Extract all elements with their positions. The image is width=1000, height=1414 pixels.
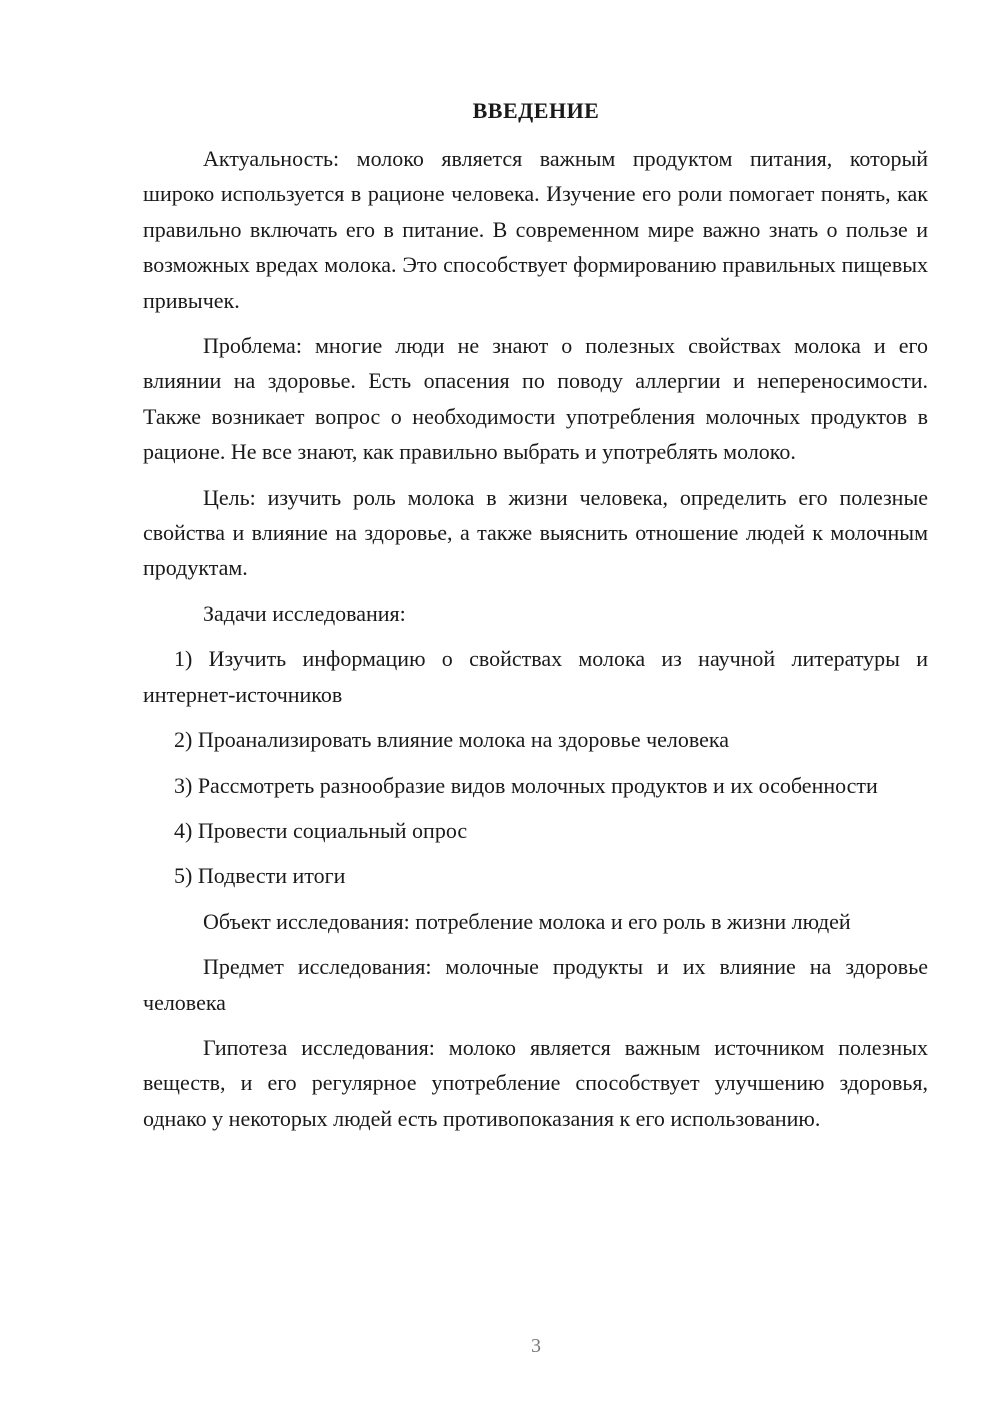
task-item: 2) Проанализировать влияние молока на здоровье человека [174,727,730,753]
page-title: ВВЕДЕНИЕ [472,98,600,123]
page-number: 3 [531,1335,541,1357]
task-item: 4) Провести социальный опрос [174,817,468,843]
task-item: 3) Рассмотреть разнообразие видов молочных продуктов и их особенности [174,772,878,798]
problem-paragraph: Проблема: многие люди не знают о полезных свойствах молока и его влиянии на здоровье. Есть опасения по поводу аллергии и непереносимости. Также возникает вопрос о необходимости употребления молочных продуктов в рационе. Не все знают, как правильно выбрать и употреблять молоко. [143,333,928,465]
document-body [143,141,928,1146]
object-paragraph: Объект исследования: потребление молока и его роль в жизни людей [203,908,851,934]
tasks-heading: Задачи исследования: [203,600,406,626]
hypothesis-paragraph: Гипотеза исследования: молоко является важным источником полезных веществ, и его регулярное употребление способствует улучшению здоровья, однако у некоторых людей есть противопоказания к его использованию. [143,1034,928,1131]
relevance-paragraph: Актуальность: молоко является важным продуктом питания, который широко используется в рационе человека. Изучение его роли помогает понять, как правильно включать его в питание. В современном мире важно знать о пользе и возможных вредах молока. Это способствует формированию правильных пищевых привычек. [143,146,928,313]
task-item: 1) Изучить информацию о свойствах молока из научной литературы и интернет-источников [143,646,928,707]
task-item: 5) Подвести итоги [174,863,346,889]
goal-paragraph: Цель: изучить роль молока в жизни человека, определить его полезные свойства и влияние на здоровье, а также выяснить отношение людей к молочным продуктам. [143,484,928,581]
subject-paragraph: Предмет исследования: молочные продукты и их влияние на здоровье человека [143,954,928,1015]
